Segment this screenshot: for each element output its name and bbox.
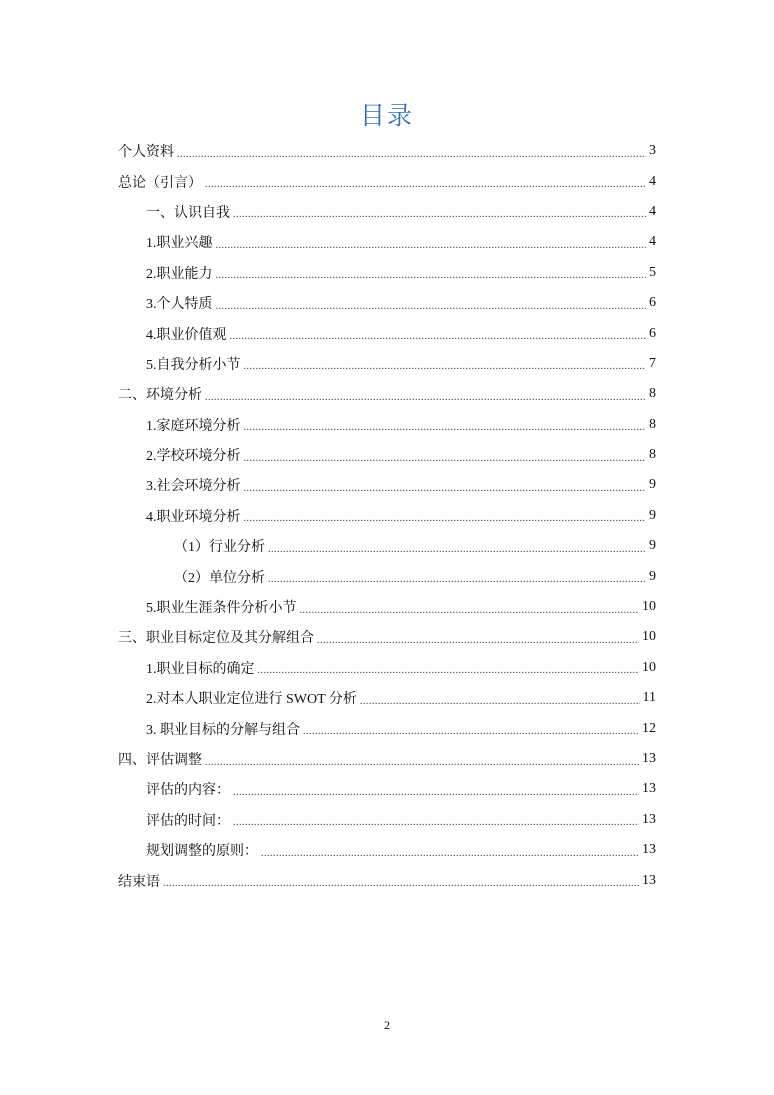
toc-dot-leader <box>244 453 647 464</box>
toc-entry-page: 5 <box>649 264 656 280</box>
toc-entry-label: 2.学校环境分析 <box>146 449 241 465</box>
toc-dot-leader <box>216 301 647 312</box>
toc-dot-leader <box>230 331 647 342</box>
toc-entry-label: 评估的时间： <box>146 813 230 829</box>
toc-entry[interactable] <box>118 379 656 409</box>
toc-entry[interactable] <box>118 774 656 804</box>
toc-entry-label: 1.职业兴趣 <box>146 236 213 252</box>
toc-dot-leader <box>205 392 646 403</box>
toc-entry-page: 9 <box>649 507 656 523</box>
toc-dot-leader <box>300 605 640 616</box>
toc-dot-leader <box>216 240 647 251</box>
toc-entry-label: 3.个人特质 <box>146 297 213 313</box>
toc-dot-leader <box>205 179 646 190</box>
toc-entry[interactable] <box>118 227 656 257</box>
toc-entry[interactable] <box>118 622 656 652</box>
toc-entry[interactable] <box>118 136 656 166</box>
toc-entry-page: 13 <box>642 872 656 888</box>
toc-entry[interactable] <box>118 713 656 743</box>
toc-dot-leader <box>268 574 646 585</box>
toc-entry-label: 4.职业环境分析 <box>146 509 241 525</box>
toc-dot-leader <box>360 696 640 707</box>
toc-entry-label: 1.家庭环境分析 <box>146 418 241 434</box>
toc-dot-leader <box>177 149 646 160</box>
toc-entry-page: 9 <box>649 538 656 554</box>
toc-entry-label: 规划调整的原则： <box>146 844 258 860</box>
toc-dot-leader <box>233 209 646 220</box>
toc-entry[interactable] <box>118 683 656 713</box>
toc-entry-page: 9 <box>649 477 656 493</box>
toc-entry[interactable] <box>118 805 656 835</box>
toc-entry-page: 6 <box>649 325 656 341</box>
toc-entry-page: 13 <box>642 842 656 858</box>
toc-dot-leader <box>205 757 639 768</box>
toc-dot-leader <box>244 513 647 524</box>
toc-entry-page: 9 <box>649 568 656 584</box>
toc-entry-page: 11 <box>642 690 656 706</box>
toc-entry-page: 4 <box>649 203 656 219</box>
toc-dot-leader <box>317 635 639 646</box>
toc-dot-leader <box>258 665 640 676</box>
toc-dot-leader <box>233 787 639 798</box>
toc-dot-leader <box>233 817 639 828</box>
toc-entry[interactable] <box>118 197 656 227</box>
toc-entry[interactable] <box>118 410 656 440</box>
toc-entry-label: （2）单位分析 <box>174 570 265 586</box>
toc-entry-label: 评估的内容： <box>146 783 230 799</box>
toc-entry[interactable] <box>118 653 656 683</box>
toc-entry-page: 12 <box>642 720 656 736</box>
toc-entry-page: 4 <box>649 234 656 250</box>
toc-entry[interactable] <box>118 531 656 561</box>
toc-dot-leader <box>163 878 639 889</box>
toc-entry[interactable] <box>118 349 656 379</box>
toc-dot-leader <box>216 270 647 281</box>
toc-entry-label: 5.自我分析小节 <box>146 357 241 373</box>
toc-entry-page: 8 <box>649 386 656 402</box>
toc-entry-label: 3.社会环境分析 <box>146 479 241 495</box>
toc-entry-page: 8 <box>649 416 656 432</box>
toc-entry-page: 13 <box>642 811 656 827</box>
toc-entry[interactable] <box>118 835 656 865</box>
toc-entry-label: 2.对本人职业定位进行 SWOT 分析 <box>146 692 357 708</box>
toc-entry[interactable] <box>118 501 656 531</box>
table-of-contents <box>118 136 656 896</box>
toc-entry-page: 8 <box>649 447 656 463</box>
toc-entry-page: 10 <box>642 659 656 675</box>
toc-entry-label: 4.职业价值观 <box>146 327 227 343</box>
toc-entry-label: 2.职业能力 <box>146 266 213 282</box>
toc-entry[interactable] <box>118 592 656 622</box>
toc-entry-label: 四、评估调整 <box>118 753 202 768</box>
toc-entry-page: 13 <box>642 751 656 766</box>
toc-entry-label: 三、职业目标定位及其分解组合 <box>118 631 314 647</box>
toc-entry[interactable] <box>118 744 656 774</box>
toc-dot-leader <box>244 422 647 433</box>
toc-entry[interactable] <box>118 470 656 500</box>
toc-entry[interactable] <box>118 440 656 470</box>
toc-entry-label: 一、认识自我 <box>146 205 230 221</box>
toc-dot-leader <box>303 726 639 737</box>
toc-title: 目录 <box>359 101 414 130</box>
toc-entry-page: 6 <box>649 295 656 311</box>
toc-entry[interactable] <box>118 288 656 318</box>
toc-entry-label: 1.职业目标的确定 <box>146 661 255 677</box>
toc-dot-leader <box>261 848 639 859</box>
toc-dot-leader <box>244 483 647 494</box>
toc-entry-label: 结束语 <box>118 874 160 890</box>
toc-entry-label: 总论（引言） <box>118 175 202 191</box>
toc-entry-page: 4 <box>649 173 656 189</box>
toc-entry-page: 10 <box>642 629 656 645</box>
toc-dot-leader <box>244 361 647 372</box>
toc-entry-label: 二、环境分析 <box>118 388 202 404</box>
toc-entry-page: 7 <box>649 355 656 371</box>
toc-dot-leader <box>268 544 646 555</box>
toc-entry-label: 5.职业生涯条件分析小节 <box>146 601 297 617</box>
toc-entry[interactable] <box>118 865 656 895</box>
toc-entry[interactable] <box>118 258 656 288</box>
toc-entry-label: （1）行业分析 <box>174 540 265 556</box>
page-number: 2 <box>384 1018 390 1032</box>
toc-entry-page: 10 <box>642 599 656 615</box>
toc-entry-label: 个人资料 <box>118 145 174 161</box>
toc-entry[interactable] <box>118 561 656 591</box>
toc-entry-page: 3 <box>649 143 656 159</box>
toc-entry[interactable] <box>118 318 656 348</box>
toc-entry[interactable] <box>118 166 656 196</box>
toc-entry-page: 13 <box>642 781 656 797</box>
toc-entry-label: 3. 职业目标的分解与组合 <box>146 722 300 738</box>
